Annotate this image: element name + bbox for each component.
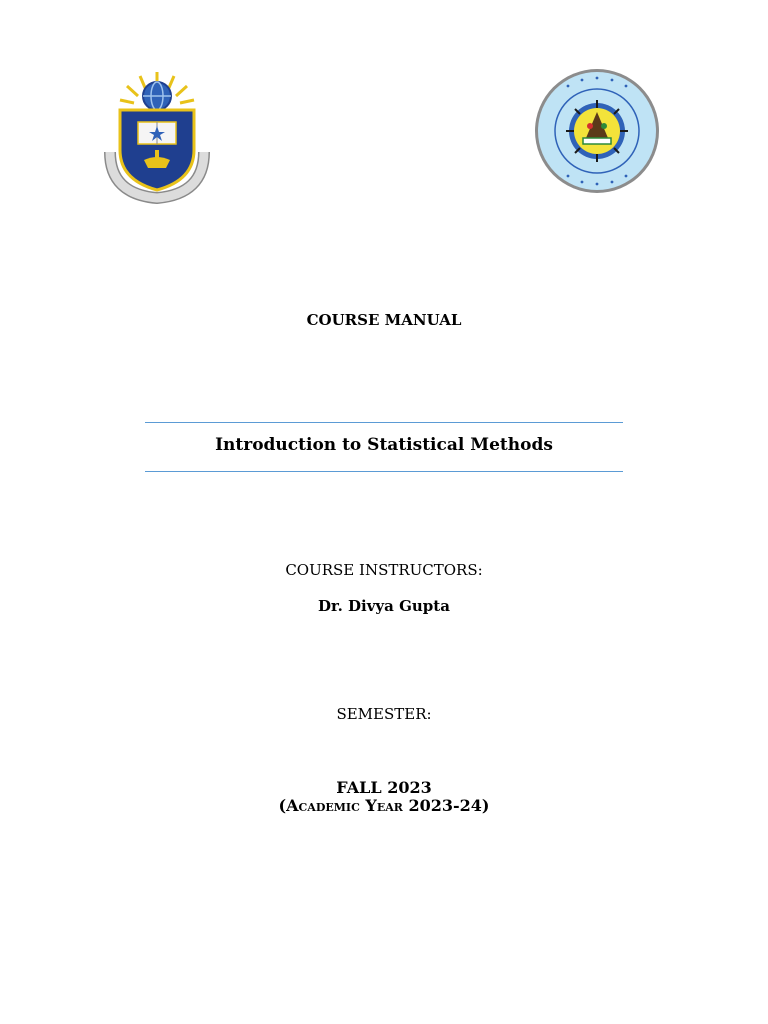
instructors-label: COURSE INSTRUCTORS:	[285, 561, 483, 579]
law-school-seal-icon	[532, 66, 662, 196]
semester-label: SEMESTER:	[336, 705, 432, 723]
university-crest-icon	[100, 66, 214, 204]
course-title: Introduction to Statistical Methods	[215, 435, 553, 455]
document-label: COURSE MANUAL	[306, 311, 462, 329]
academic-year: (Academic Year 2023-24)	[278, 796, 490, 815]
instructor-name: Dr. Divya Gupta	[318, 597, 450, 615]
semester-value: FALL 2023	[336, 778, 432, 797]
title-band	[145, 422, 623, 472]
